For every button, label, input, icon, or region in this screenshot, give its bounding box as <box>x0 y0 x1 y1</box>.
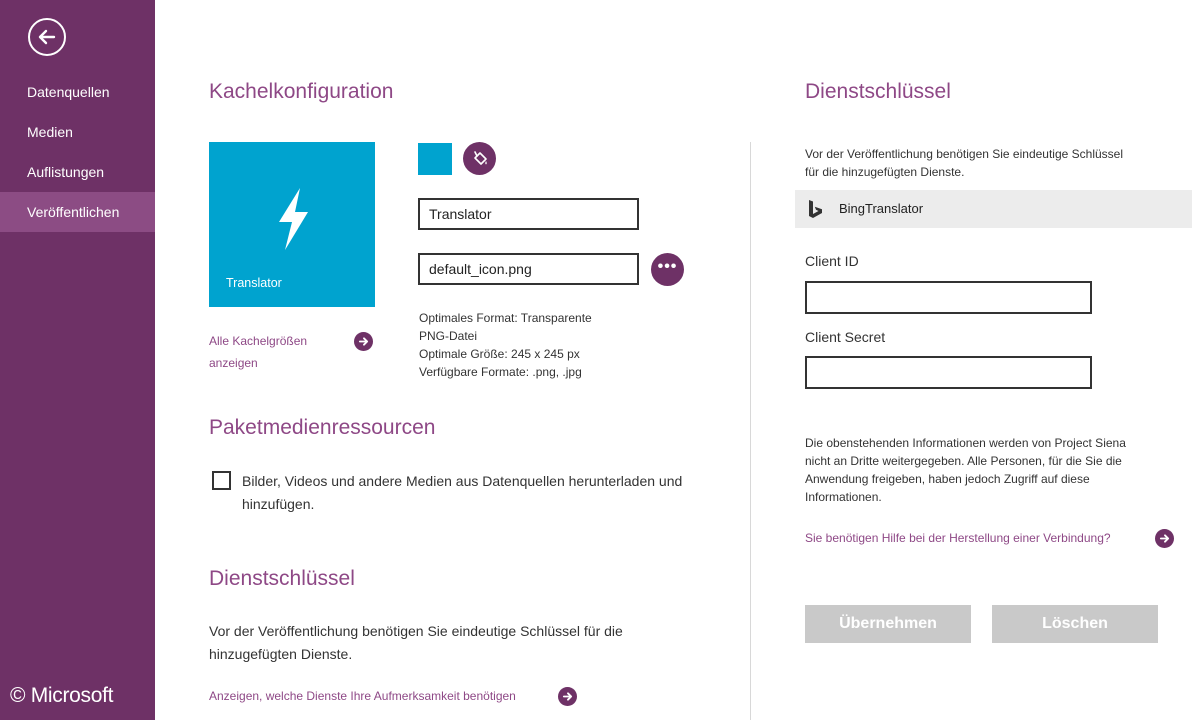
arrow-right-icon <box>358 336 369 347</box>
sidebar <box>0 0 155 720</box>
paint-bucket-icon <box>471 150 489 168</box>
download-media-label: Bilder, Videos und andere Medien aus Datenquellen herunterladen und hinzufügen. <box>242 473 683 512</box>
arrow-right-icon <box>562 691 573 702</box>
service-keys-right-title: Dienstschlüssel <box>805 80 951 103</box>
tile-config-title: Kachelkonfiguration <box>209 80 394 103</box>
sidebar-item-datenquellen[interactable]: Datenquellen <box>27 84 110 100</box>
tile-color-swatch[interactable] <box>418 143 452 175</box>
sidebar-item-auflistungen[interactable]: Auflistungen <box>27 164 105 180</box>
sidebar-item-veroeffentlichen[interactable]: Veröffentlichen <box>0 192 155 232</box>
client-id-input[interactable] <box>805 281 1092 314</box>
service-keys-left-description: Vor der Veröffentlichung benötigen Sie eindeutige Schlüssel für die hinzugefügten Dienste. <box>209 623 623 662</box>
column-divider <box>750 142 751 720</box>
all-tile-sizes-link[interactable]: Alle Kachelgrößen anzeigen <box>209 334 308 370</box>
apply-button[interactable]: Übernehmen <box>805 605 971 643</box>
sidebar-nav <box>0 72 155 232</box>
service-name: BingTranslator <box>839 201 924 216</box>
copyright-notice: © Microsoft <box>10 684 114 707</box>
client-secret-input[interactable] <box>805 356 1092 389</box>
color-picker-button[interactable] <box>463 142 496 175</box>
arrow-right-icon <box>1159 533 1170 544</box>
arrow-left-icon <box>37 27 57 47</box>
browse-icon-button[interactable] <box>651 253 684 286</box>
tile-icon-input[interactable] <box>418 253 639 285</box>
connection-help-link[interactable]: Sie benötigen Hilfe bei der Herstellung einer Verbindung? <box>805 531 1111 545</box>
service-keys-right-description: Vor der Veröffentlichung benötigen Sie eindeutige Schlüssel für die hinzugefügten Dienste. <box>805 147 1124 179</box>
all-tile-sizes-arrow[interactable] <box>354 332 373 351</box>
show-services-arrow[interactable] <box>558 687 577 706</box>
privacy-note: Die obenstehenden Informationen werden von Project Siena nicht an Dritte weitergegeben. Alle Personen, für die Sie die Anwendung freigeben, haben jedoch Zugriff auf diese Informationen. <box>805 436 1126 504</box>
client-secret-label: Client Secret <box>805 329 886 345</box>
tile-name-input[interactable] <box>418 198 639 230</box>
download-media-checkbox[interactable] <box>212 471 231 490</box>
bing-logo-icon <box>807 199 824 219</box>
more-dots-icon: ••• <box>657 257 678 275</box>
tile-label: Translator <box>226 276 282 290</box>
service-row-bingtranslator[interactable] <box>795 190 1192 228</box>
service-keys-left-title: Dienstschlüssel <box>209 567 355 590</box>
back-button[interactable] <box>28 18 66 56</box>
tile-preview <box>209 142 375 307</box>
show-services-link[interactable]: Anzeigen, welche Dienste Ihre Aufmerksamkeit benötigen <box>209 689 516 703</box>
connection-help-arrow[interactable] <box>1155 529 1174 548</box>
package-media-title: Paketmedienressourcen <box>209 416 436 439</box>
client-id-label: Client ID <box>805 253 859 269</box>
delete-button[interactable]: Löschen <box>992 605 1158 643</box>
sidebar-item-medien[interactable]: Medien <box>27 124 73 140</box>
format-info: Optimales Format: Transparente PNG-Datei Optimale Größe: 245 x 245 px Verfügbare Formate: .png, .jpg <box>419 311 592 379</box>
lightning-icon <box>273 188 313 250</box>
